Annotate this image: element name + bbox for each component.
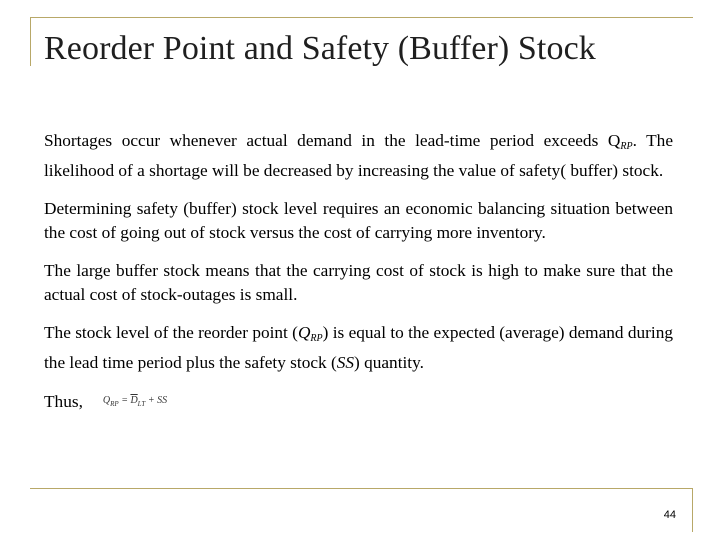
page-number: 44 — [663, 509, 676, 521]
reorder-text-a: The stock level of the reorder point ( — [44, 323, 298, 342]
formula-d: $\overline{D}$ — [130, 395, 138, 406]
reorder-q: Q — [297, 323, 311, 342]
thus-label: Thus, — [44, 392, 83, 411]
reorder-formula — [103, 389, 167, 416]
slide-body — [44, 129, 673, 430]
frame-left-accent — [30, 17, 31, 66]
paragraph-thus — [44, 389, 673, 416]
paragraph-balancing: Determining safety (buffer) stock level requires an economic balancing situation between the cost of going out of stock versus the cost of carrying more inventory. — [44, 199, 673, 242]
frame-bottom-rule — [30, 488, 693, 489]
reorder-text-b: ) is equal to the expected (average) demand during the lead time period plus the safety stock ( — [44, 323, 674, 372]
formula-plus-ss: + SS — [145, 395, 168, 406]
paragraph-reorder-point — [44, 321, 673, 375]
reorder-ss: SS — [336, 353, 355, 372]
paragraph-shortages — [44, 129, 673, 183]
slide-title: Reorder Point and Safety (Buffer) Stock — [44, 30, 596, 67]
formula-eq: = — [118, 395, 131, 406]
reorder-text-c: ) quantity. — [354, 353, 424, 372]
formula-d-sub: LT — [137, 400, 146, 408]
paragraph-shortages-text: Shortages occur whenever actual demand in the lead-time period exceeds Q — [44, 131, 621, 150]
frame-right-accent — [692, 488, 693, 532]
formula-lhs: Q — [102, 395, 111, 406]
paragraph-buffer-cost: The large buffer stock means that the carrying cost of stock is high to make sure that the actual cost of stock-outages is small. — [44, 261, 673, 304]
frame-top-rule — [30, 17, 693, 18]
paragraph-shortages-tail: . The likelihood of a shortage will be decreased by increasing the value of safety( buffer) stock. — [44, 131, 673, 180]
subscript-rp: RP — [620, 141, 633, 152]
reorder-q-sub: RP — [310, 333, 323, 344]
formula-lhs-sub: RP — [110, 400, 119, 408]
